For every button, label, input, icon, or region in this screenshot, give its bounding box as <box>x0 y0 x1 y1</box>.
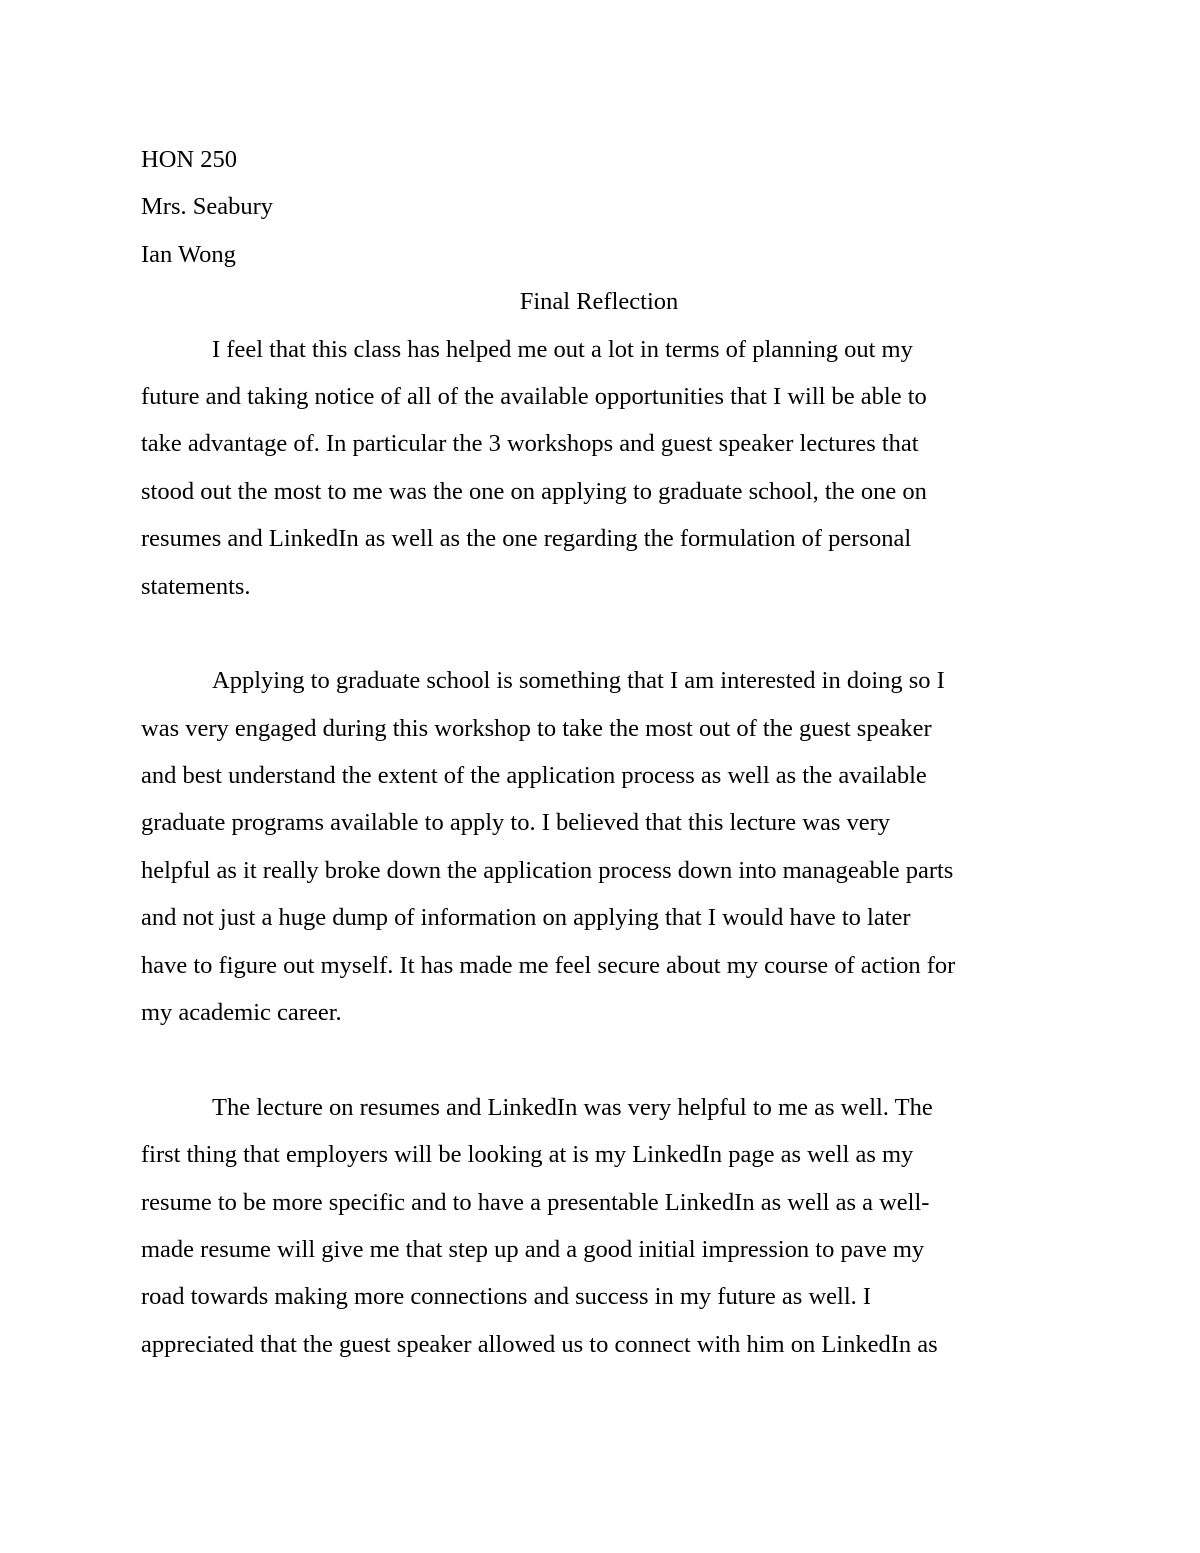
paragraph-line: resumes and LinkedIn as well as the one regarding the formulation of personal <box>141 525 912 553</box>
paragraph-spacer <box>141 1036 1061 1083</box>
paragraph-2 <box>141 657 1061 1036</box>
paragraph-line: was very engaged during this workshop to take the most out of the guest speaker <box>141 714 932 742</box>
paragraph-line: The lecture on resumes and LinkedIn was very helpful to me as well. The <box>212 1093 933 1121</box>
paragraph-line: first thing that employers will be looking at is my LinkedIn page as well as my <box>141 1141 914 1169</box>
instructor-line: Mrs. Seabury <box>141 193 274 221</box>
paragraph-line: and not just a huge dump of information on applying that I would have to later <box>141 904 911 932</box>
document-body <box>141 136 1061 1368</box>
paragraph-line: and best understand the extent of the application process as well as the available <box>141 762 927 790</box>
paragraph-line: graduate programs available to apply to. I believed that this lecture was very <box>141 809 891 837</box>
paragraph-line: stood out the most to me was the one on applying to graduate school, the one on <box>141 477 927 505</box>
paragraph-line: future and taking notice of all of the available opportunities that I will be able to <box>141 382 927 410</box>
paragraph-line: road towards making more connections and success in my future as well. I <box>141 1283 872 1311</box>
document-title: Final Reflection <box>519 288 679 316</box>
paragraph-line: Applying to graduate school is something that I am interested in doing so I <box>212 667 945 695</box>
paragraph-line: my academic career. <box>141 999 342 1027</box>
paragraph-line: statements. <box>141 572 251 600</box>
paragraph-1 <box>141 326 1061 610</box>
paragraph-3 <box>141 1084 1061 1368</box>
paragraph-spacer <box>141 610 1061 657</box>
student-name-line: Ian Wong <box>141 240 236 268</box>
paragraph-line: have to figure out myself. It has made me feel secure about my course of action for <box>141 951 956 979</box>
paragraph-line: appreciated that the guest speaker allowed us to connect with him on LinkedIn as <box>141 1330 938 1358</box>
paragraph-line: made resume will give me that step up and a good initial impression to pave my <box>141 1235 925 1263</box>
course-line: HON 250 <box>141 146 237 173</box>
paragraph-line: helpful as it really broke down the application process down into manageable parts <box>141 856 954 884</box>
paragraph-line: resume to be more specific and to have a presentable LinkedIn as well as a well- <box>141 1188 930 1216</box>
paragraph-line: take advantage of. In particular the 3 workshops and guest speaker lectures that <box>141 430 919 458</box>
paragraph-line: I feel that this class has helped me out a lot in terms of planning out my <box>212 335 913 363</box>
